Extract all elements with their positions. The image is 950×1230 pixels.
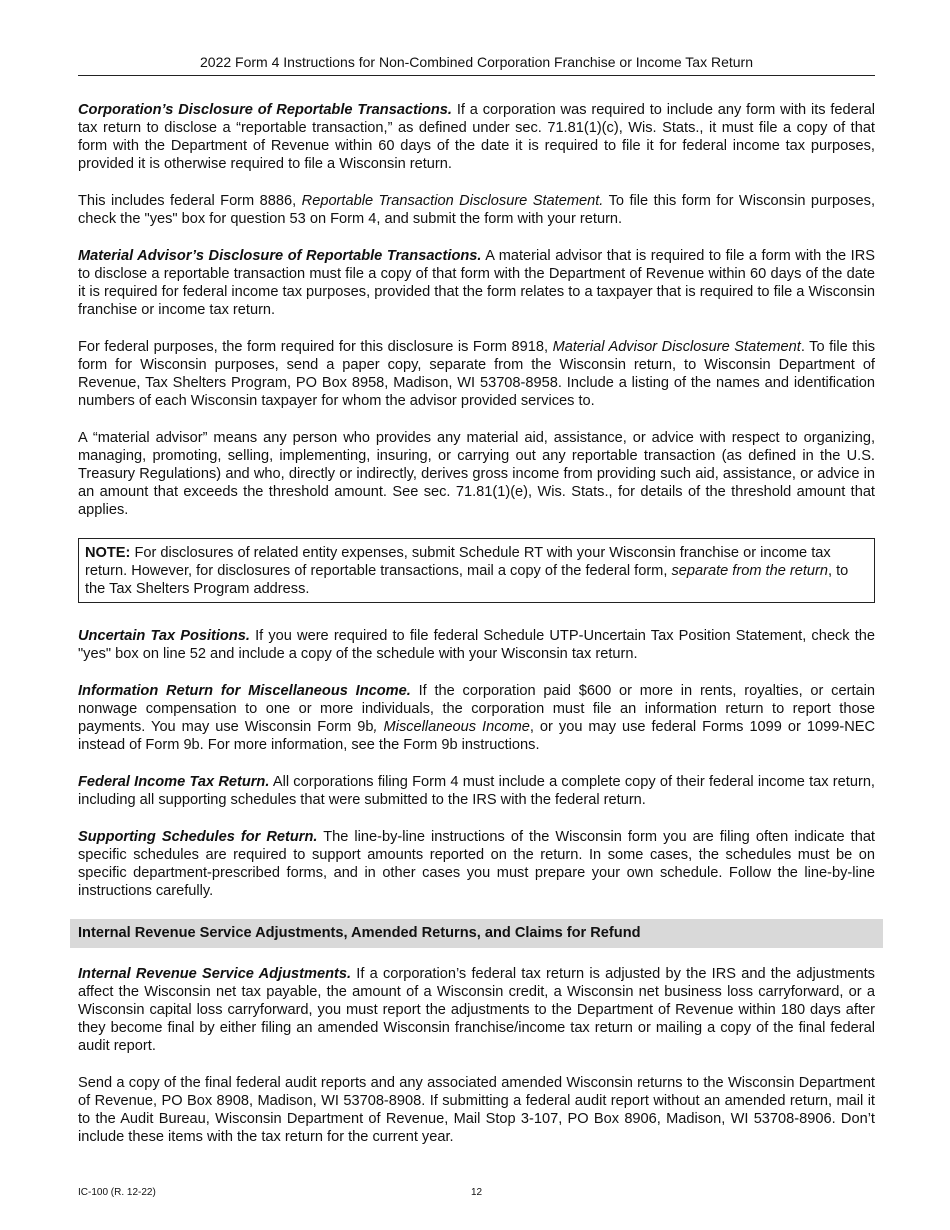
form-title: Reportable Transaction Disclosure Statement.	[301, 193, 604, 209]
paragraph-text: Send a copy of the final federal audit reports and any associated amended Wisconsin returns to the Wisconsin Department of Revenue, PO Box 8908, Madison, WI 53708-8908. If submitting a federal audit report without an amended return, mail it to the Audit Bureau, Wisconsin Department of Revenue, Mail Stop 3-107, PO Box 8906, Madison, WI 53708-8906. Don’t include these items with the tax return for the current year.	[78, 1075, 875, 1145]
paragraph-form-8886	[78, 192, 875, 228]
header-rule	[78, 75, 875, 76]
paragraph-text: To file this form for Wisconsin purposes, check the "yes" box for question 53 on Form 4, and submit the form with your return.	[78, 193, 875, 227]
paragraph-text: , or you may use federal Forms 1099 or 1099-NEC instead of Form 9b. For more information, see the Form 9b instructions.	[78, 719, 875, 753]
section-heading: Internal Revenue Service Adjustments, Amended Returns, and Claims for Refund	[70, 919, 883, 948]
note-text: For disclosures of related entity expenses, submit Schedule RT with your Wisconsin franchise or income tax return. However, for disclosures of reportable transactions, mail a copy of the federal form,	[85, 545, 831, 579]
paragraph-text: If you were required to file federal Schedule UTP-Uncertain Tax Position Statement, check the "yes" box on line 52 and include a copy of the schedule with your Wisconsin tax return.	[78, 628, 875, 662]
paragraph-irs-adjustments	[78, 965, 875, 1055]
paragraph-heading: Internal Revenue Service Adjustments.	[78, 966, 352, 982]
paragraph-supporting-schedules	[78, 828, 875, 900]
paragraph-text: . To file this form for Wisconsin purposes, send a paper copy, separate from the Wisconsin return, to Wisconsin Department of Revenue, Tax Shelters Program, PO Box 8958, Madison, WI 53708-8958. Include a listing of the names and identification numbers of each Wisconsin taxpayer for whom the advisor provided services to.	[78, 339, 875, 409]
running-header: 2022 Form 4 Instructions for Non-Combined Corporation Franchise or Income Tax Return	[200, 54, 753, 70]
paragraph-material-advisor	[78, 247, 875, 319]
paragraph-information-return	[78, 682, 875, 754]
paragraph-heading: Material Advisor’s Disclosure of Reportable Transactions.	[78, 248, 482, 264]
note-label: NOTE:	[85, 545, 131, 561]
footer-page-number: 12	[471, 1187, 483, 1198]
paragraph-uncertain-tax	[78, 627, 875, 663]
paragraph-text: If the corporation paid $600 or more in rents, royalties, or certain nonwage compensation to one or more individuals, the corporation must file an information return to report those payments. You may use Wisconsin Form 9b	[78, 683, 875, 735]
page-body	[78, 101, 875, 1165]
form-title: Material Advisor Disclosure Statement	[552, 339, 801, 355]
paragraph-text: If a corporation was required to include any form with its federal tax return to disclose a “reportable transaction,” as defined under sec. 71.81(1)(c), Wis. Stats., it must file a copy of that form with the Department of Revenue within 60 days of the date it is required to file it for federal income tax purposes, provided it is otherwise required to file a Wisconsin return.	[78, 102, 875, 172]
paragraph-heading: Information Return for Miscellaneous Income.	[78, 683, 411, 699]
paragraph-text: For federal purposes, the form required for this disclosure is Form 8918,	[78, 339, 553, 355]
paragraph-text: If a corporation’s federal tax return is adjusted by the IRS and the adjustments affect the Wisconsin net tax payable, the amount of a Wisconsin credit, a Wisconsin net business loss carryforward, or a Wisconsin capital loss carryforward, you must report the adjustments to the Department of Revenue within 180 days after they become final by either filing an amended Wisconsin franchise/income tax return or mailing a copy of the final federal audit report.	[78, 966, 875, 1054]
paragraph-material-advisor-definition	[78, 429, 875, 519]
footer-form-id: IC-100 (R. 12-22)	[78, 1187, 156, 1198]
paragraph-federal-return	[78, 773, 875, 809]
paragraph-text: All corporations filing Form 4 must include a complete copy of their federal income tax return, including all supporting schedules that were submitted to the IRS with the federal return.	[78, 774, 875, 808]
paragraph-text: A “material advisor” means any person who provides any material aid, assistance, or advice with respect to organizing, managing, promoting, selling, implementing, insuring, or carrying out any reportable transaction (as defined in the U.S. Treasury Regulations) and who, directly or indirectly, derives gross income from providing such aid, assistance, or advice in an amount that exceeds the threshold amount. See sec. 71.81(1)(e), Wis. Stats., for details of the threshold amount that applies.	[78, 430, 875, 518]
paragraph-heading: Federal Income Tax Return.	[78, 774, 270, 790]
note-text: , to the Tax Shelters Program address.	[85, 563, 849, 597]
paragraph-text: The line-by-line instructions of the Wisconsin form you are filing often indicate that specific schedules are required to support amounts reported on the return. In some cases, the schedules must be on specific department-prescribed forms, and in other cases you must prepare your own schedule. Follow the line-by-line instructions carefully.	[78, 829, 875, 899]
paragraph-text: A material advisor that is required to file a form with the IRS to disclose a reportable transaction must file a copy of that form with the Department of Revenue within 60 days of the date it is required for federal income tax purposes, provided that the form relates to a taxpayer that is required to file a Wisconsin franchise or income tax return.	[78, 248, 875, 318]
form-title: , Miscellaneous Income	[373, 719, 530, 735]
note-box	[78, 538, 875, 603]
note-emphasis: separate from the return	[671, 563, 829, 579]
paragraph-heading: Uncertain Tax Positions.	[78, 628, 250, 644]
paragraph-text: This includes federal Form 8886,	[78, 193, 302, 209]
paragraph-form-8918	[78, 338, 875, 410]
paragraph-heading: Corporation’s Disclosure of Reportable Transactions.	[78, 102, 452, 118]
paragraph-heading: Supporting Schedules for Return.	[78, 829, 318, 845]
paragraph-audit-reports	[78, 1074, 875, 1146]
paragraph-corporation-disclosure	[78, 101, 875, 173]
